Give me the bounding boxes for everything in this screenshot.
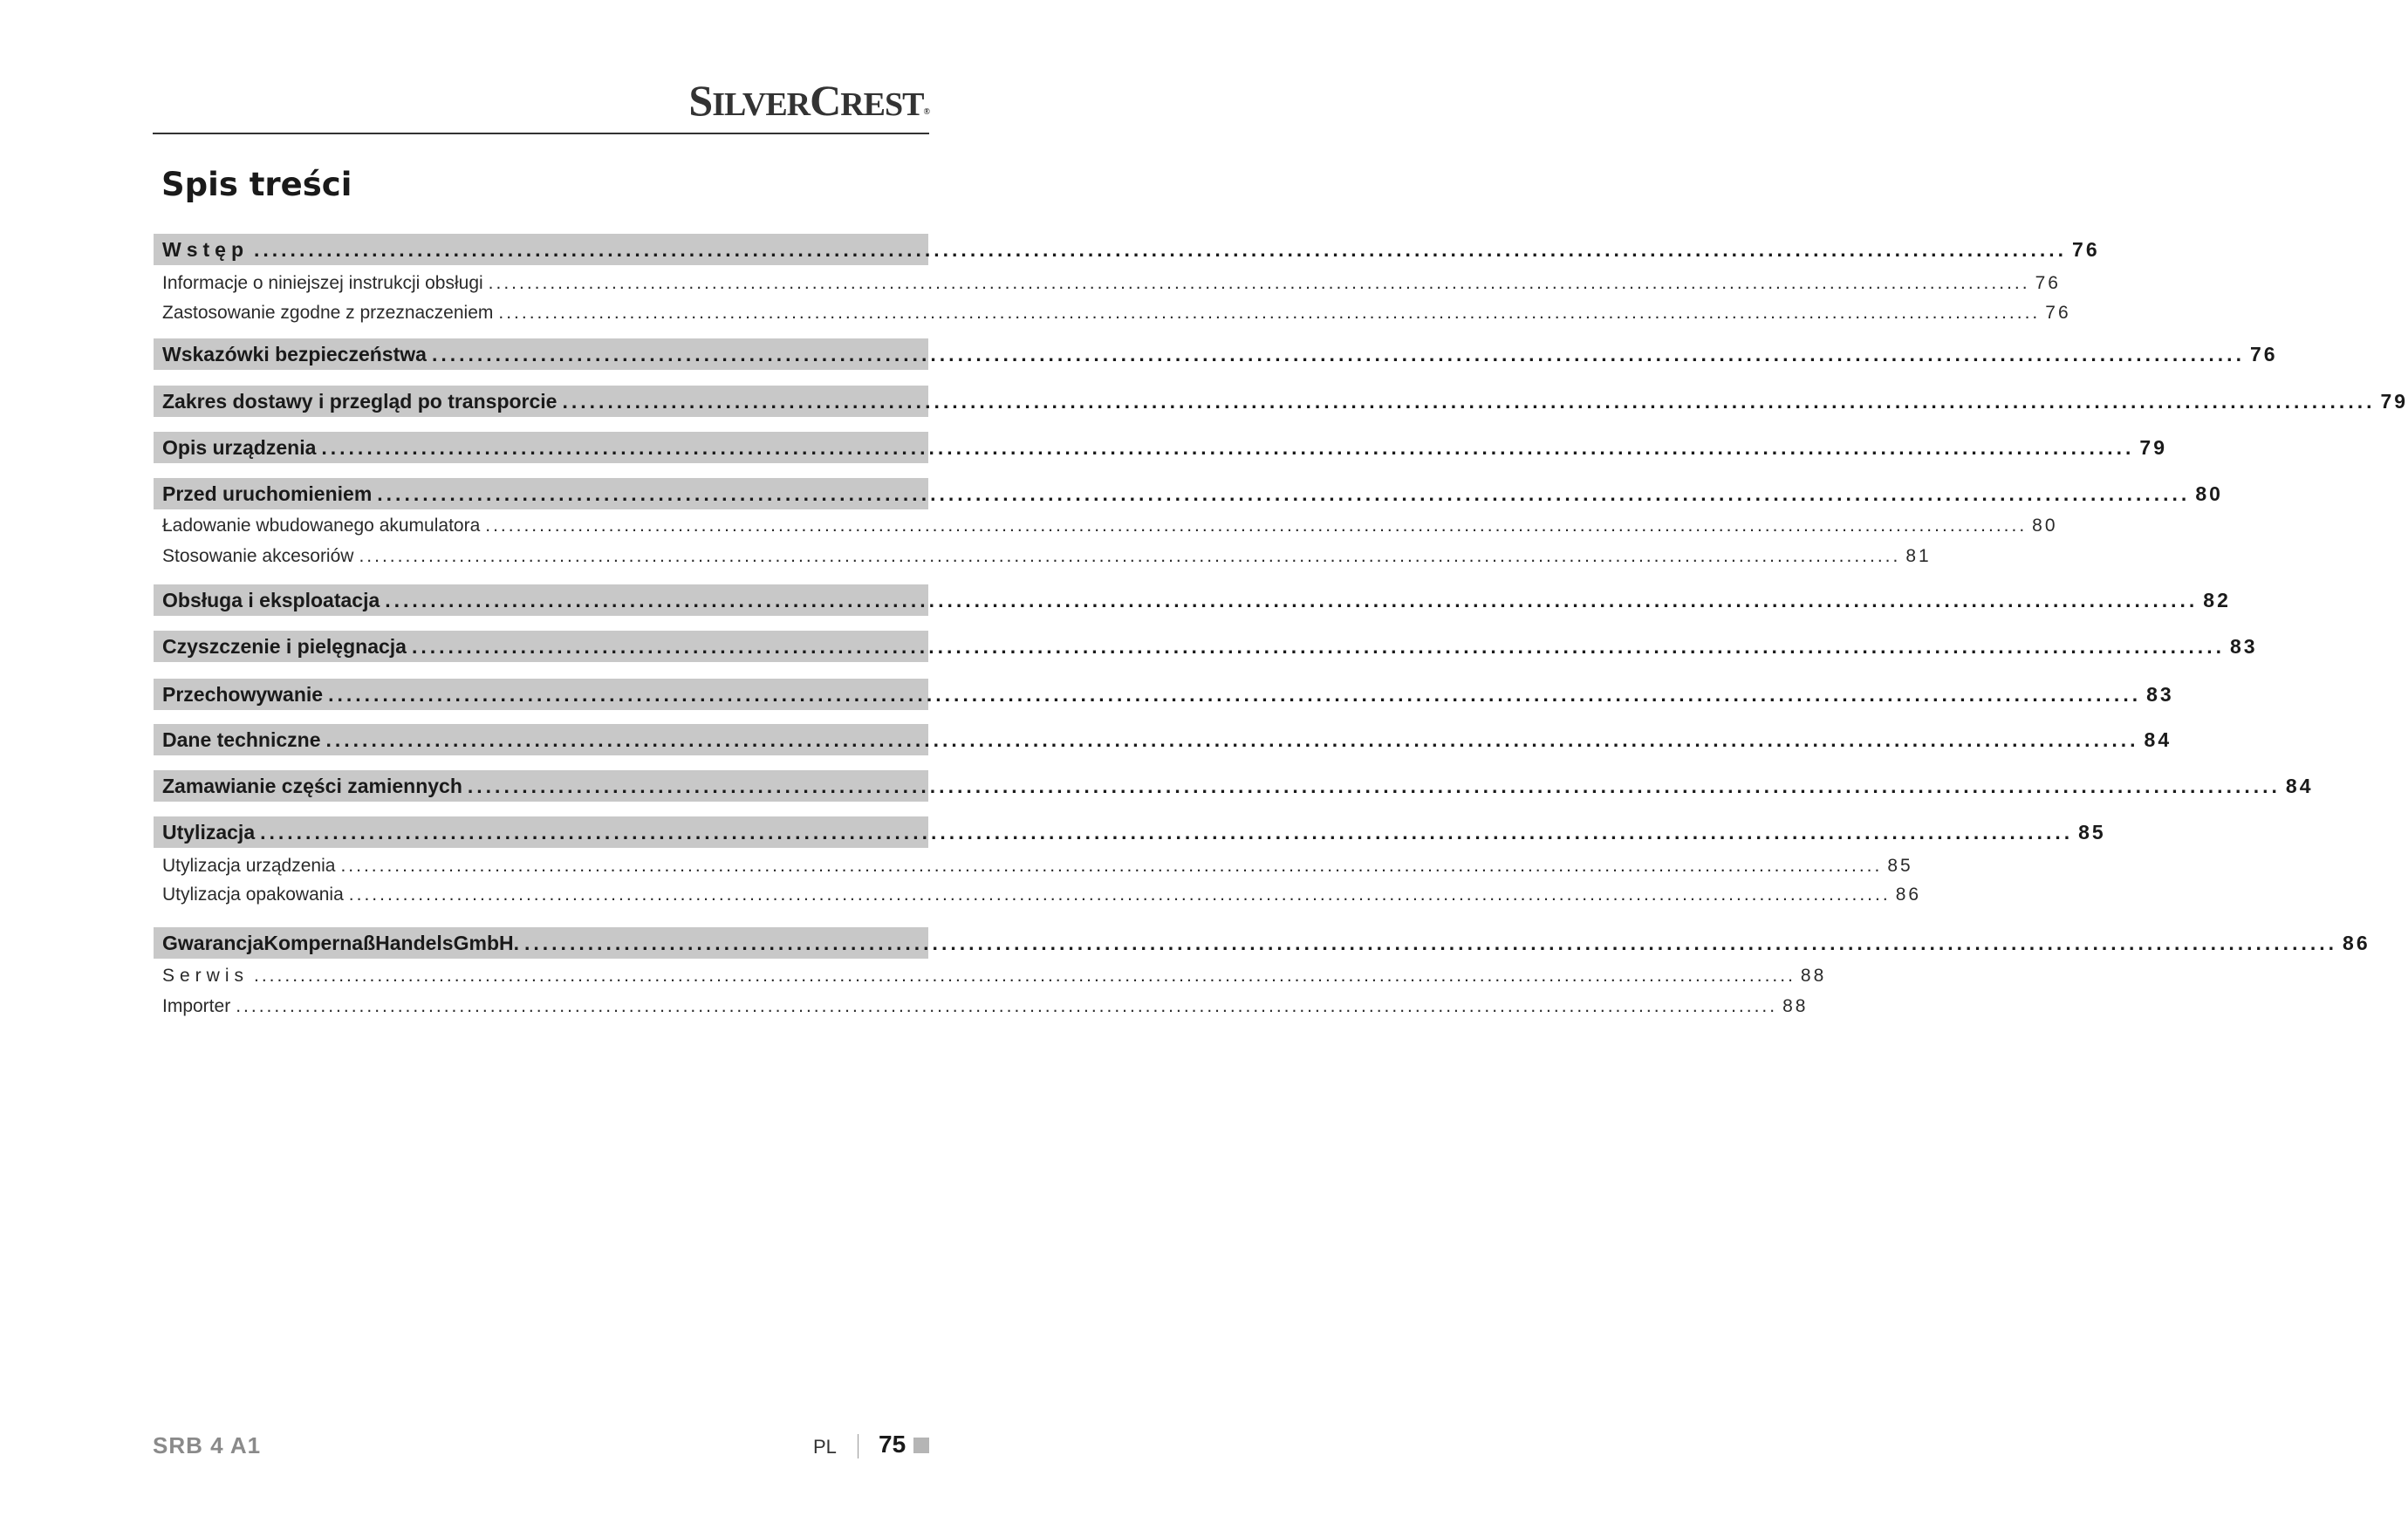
toc-leader-dots: ........................................................................................................................................................................................................ <box>562 389 2376 413</box>
toc-leader-dots: ........................................................................................................................................................................................................ <box>321 435 2135 459</box>
header-rule <box>153 133 929 134</box>
brand-c: C <box>810 76 841 125</box>
page-title: Spis treści <box>161 166 352 203</box>
footer-page-number: 75 <box>879 1431 906 1458</box>
brand-ilver: ILVER <box>712 86 811 123</box>
toc-leader-dots: ........................................................................................................................................................................................................ <box>236 996 1778 1016</box>
toc-leader-dots: ........................................................................................................................................................................................................ <box>260 820 2074 844</box>
registered-mark: ® <box>923 107 929 117</box>
toc-entry-title: Czyszczenie i pielęgnacja <box>162 634 407 658</box>
toc-page-number: 84 <box>2144 727 2172 751</box>
toc-page-number: 84 <box>2285 774 2314 797</box>
toc-section[interactable] <box>154 584 2231 616</box>
toc-leader-dots: ........................................................................................................................................................................................................ <box>325 727 2139 751</box>
footer-separator <box>858 1434 859 1458</box>
toc-section[interactable] <box>154 386 2408 417</box>
toc-leader-dots: ........................................................................................................................................................................................................ <box>328 682 2142 706</box>
toc-subsection[interactable] <box>154 270 2061 297</box>
toc-page-number: 83 <box>2146 682 2174 706</box>
toc-page-number: 83 <box>2229 634 2258 658</box>
toc-section[interactable] <box>154 631 2258 662</box>
toc-subsection[interactable] <box>154 513 2058 539</box>
toc-entry-title: Zastosowanie zgodne z przeznaczeniem <box>162 303 494 323</box>
footer-square-icon <box>913 1438 929 1453</box>
toc-page-number: 79 <box>2139 435 2167 459</box>
toc-page-number: 88 <box>1782 996 1809 1016</box>
brand-s: S <box>688 76 713 125</box>
toc-section[interactable] <box>154 679 2174 710</box>
toc-section[interactable] <box>154 338 2278 370</box>
toc-subsection[interactable] <box>154 853 1913 879</box>
toc-entry-title: Przed uruchomieniem <box>162 482 373 505</box>
toc-entry-title: Utylizacja urządzenia <box>162 856 336 876</box>
toc-leader-dots: ........................................................................................................................................................................................................ <box>431 342 2245 365</box>
toc-entry-title: Serwis <box>162 966 250 986</box>
toc-subsection[interactable] <box>154 994 1809 1020</box>
toc-page-number: 76 <box>2045 303 2071 323</box>
toc-leader-dots: ........................................................................................................................................................................................................ <box>359 546 1901 566</box>
toc-subsection[interactable] <box>154 543 1932 570</box>
toc-page-number: 82 <box>2203 588 2231 611</box>
footer-model: SRB 4 A1 <box>153 1432 262 1458</box>
toc-page-number: 85 <box>2078 820 2106 844</box>
toc-leader-dots: ........................................................................................................................................................................................................ <box>254 237 2068 261</box>
toc-section[interactable] <box>154 927 2370 959</box>
toc-section[interactable] <box>154 432 2167 463</box>
toc-section[interactable] <box>154 478 2223 509</box>
toc-entry-title: GwarancjaKompernaßHandelsGmbH. <box>162 931 519 954</box>
toc-page-number: 80 <box>2195 482 2223 505</box>
toc-subsection[interactable] <box>154 882 1922 908</box>
toc-page-number: 76 <box>2072 237 2100 261</box>
toc-section[interactable] <box>154 770 2314 802</box>
toc-leader-dots: ........................................................................................................................................................................................................ <box>340 856 1883 876</box>
toc-entry-title: Zamawianie części zamiennych <box>162 774 462 797</box>
toc-entry-title: Obsługa i eksploatacja <box>162 588 380 611</box>
toc-entry-title: Informacje o niniejszej instrukcji obsługi <box>162 273 483 293</box>
toc-page-number: 86 <box>1895 885 1922 905</box>
toc-page-number: 76 <box>2035 273 2061 293</box>
toc-subsection[interactable] <box>154 300 2071 326</box>
toc-entry-title: Stosowanie akcesoriów <box>162 546 354 566</box>
toc-leader-dots: ........................................................................................................................................................................................................ <box>488 273 2030 293</box>
toc-entry-title: Utylizacja opakowania <box>162 885 344 905</box>
toc-entry-title: Dane techniczne <box>162 727 321 751</box>
toc-entry-title: Utylizacja <box>162 820 256 844</box>
toc-leader-dots: ........................................................................................................................................................................................................ <box>348 885 1891 905</box>
toc-page-number: 81 <box>1905 546 1932 566</box>
toc-entry-title: Ładowanie wbudowanego akumulatora <box>162 516 481 536</box>
toc-leader-dots: ........................................................................................................................................................................................................ <box>377 482 2191 505</box>
toc-leader-dots: ........................................................................................................................................................................................................ <box>485 516 2028 536</box>
toc-leader-dots: ........................................................................................................................................................................................................ <box>467 774 2281 797</box>
toc-leader-dots: ........................................................................................................................................................................................................ <box>385 588 2199 611</box>
toc-page-number: 79 <box>2380 389 2408 413</box>
footer-language: PL <box>813 1436 837 1458</box>
toc-entry-title: Zakres dostawy i przegląd po transporcie <box>162 389 558 413</box>
toc-entry-title: Wstęp <box>162 237 249 261</box>
toc-entry-title: Wskazówki bezpieczeństwa <box>162 342 427 365</box>
toc-leader-dots: ........................................................................................................................................................................................................ <box>411 634 2225 658</box>
toc-page-number: 80 <box>2032 516 2058 536</box>
toc-page-number: 88 <box>1800 966 1827 986</box>
toc-entry-title: Opis urządzenia <box>162 435 317 459</box>
toc-section[interactable] <box>154 816 2106 848</box>
toc-page-number: 86 <box>2343 931 2370 954</box>
toc-leader-dots: ........................................................................................................................................................................................................ <box>254 966 1796 986</box>
toc-subsection[interactable] <box>154 963 1827 989</box>
toc-section[interactable] <box>154 724 2172 755</box>
toc-entry-title: Importer <box>162 996 231 1016</box>
brand-rest: REST <box>840 86 924 123</box>
toc-leader-dots: ........................................................................................................................................................................................................ <box>498 303 2041 323</box>
toc-leader-dots: ........................................................................................................................................................................................................ <box>524 931 2338 954</box>
toc-page-number: 85 <box>1887 856 1913 876</box>
brand-logo <box>663 77 929 128</box>
toc-section[interactable] <box>154 234 2100 265</box>
toc-entry-title: Przechowywanie <box>162 682 324 706</box>
toc-page-number: 76 <box>2249 342 2278 365</box>
